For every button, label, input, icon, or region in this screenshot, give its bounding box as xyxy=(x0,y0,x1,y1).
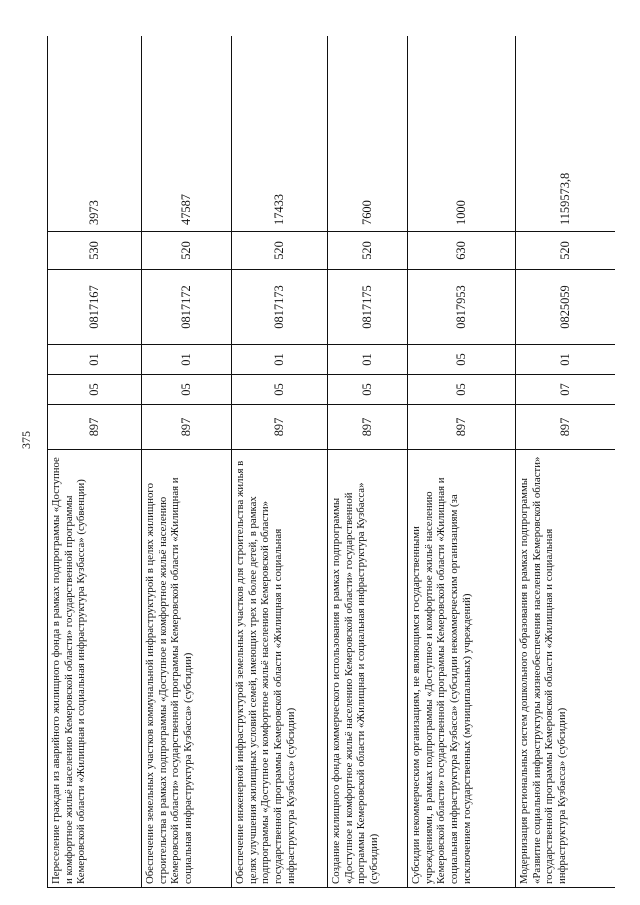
row-description: Модернизация региональных систем дошкольного образования в рамках подпрограммы «Развитие социальной инфраструктуры жизнеобеспечения населения Кемеровской области» государственной программы Кемеровской области «Жилищная и социальная инфраструктура Кузбасса» (субсидии) xyxy=(516,450,616,888)
ministry-code: 897 xyxy=(328,405,408,450)
target-article-code: 0817953 xyxy=(408,270,516,345)
table-row xyxy=(48,36,142,888)
subsection-code: 01 xyxy=(516,345,616,375)
row-description: Субсидии некоммерческим организациям, не являющимся государственными учреждениями, в рамках подпрограммы «Доступное и комфортное жильё населению Кемеровской области» государственной программы Кемеровской области «Жилищная и социальная инфраструктура Кузбасса» (субсидии некоммерческим организациям (за исключением государственных (муниципальных) учреждений) xyxy=(408,450,516,888)
section-code: 05 xyxy=(328,375,408,405)
subsection-code: 01 xyxy=(328,345,408,375)
amount-value: 1000 xyxy=(408,36,516,232)
section-code: 05 xyxy=(142,375,232,405)
target-article-code: 0825059 xyxy=(516,270,616,345)
section-code: 05 xyxy=(232,375,328,405)
table-row xyxy=(408,36,516,888)
table-row xyxy=(516,36,616,888)
amount-value: 17433 xyxy=(232,36,328,232)
expense-type-code: 520 xyxy=(328,232,408,270)
subsection-code: 01 xyxy=(48,345,142,375)
table-row xyxy=(328,36,408,888)
amount-value: 47587 xyxy=(142,36,232,232)
target-article-code: 0817167 xyxy=(48,270,142,345)
section-code: 07 xyxy=(516,375,616,405)
expense-type-code: 520 xyxy=(142,232,232,270)
page-number: 375 xyxy=(18,431,33,449)
amount-value: 3973 xyxy=(48,36,142,232)
budget-table-region xyxy=(47,36,615,888)
ministry-code: 897 xyxy=(232,405,328,450)
row-description: Обеспечение земельных участков коммунальной инфраструктурой в целях жилищного строительства в рамках подпрограммы «Доступное и комфортное жильё населению Кемеровской области» государственной программы Кемеровской области «Жилищная и социальная инфраструктура Кузбасса» (субсидии) xyxy=(142,450,232,888)
table-row xyxy=(142,36,232,888)
target-article-code: 0817175 xyxy=(328,270,408,345)
ministry-code: 897 xyxy=(142,405,232,450)
row-description: Переселение граждан из аварийного жилищного фонда в рамках подпрограммы «Доступное и комфортное жильё населению Кемеровской области» государственной программы Кемеровской области «Жилищная и социальная инфраструктура Кузбасса» (субвенции) xyxy=(48,450,142,888)
subsection-code: 05 xyxy=(408,345,516,375)
amount-value: 1159573,8 xyxy=(516,36,616,232)
expense-type-code: 530 xyxy=(48,232,142,270)
expense-type-code: 520 xyxy=(232,232,328,270)
row-description: Обеспечение инженерной инфраструктурой земельных участков для строительства жилья в целях улучшения жилищных условий семей, имеющих трех и более детей, в рамках подпрограммы «Доступное и комфортное жильё населению Кемеровской области» государственной программы Кемеровской области «Жилищная и социальная инфраструктура Кузбасса» (субсидии) xyxy=(232,450,328,888)
expense-type-code: 520 xyxy=(516,232,616,270)
ministry-code: 897 xyxy=(516,405,616,450)
expense-type-code: 630 xyxy=(408,232,516,270)
ministry-code: 897 xyxy=(408,405,516,450)
table-row xyxy=(232,36,328,888)
row-description: Создание жилищного фонда коммерческого использования в рамках подпрограммы «Доступное и комфортное жильё населению Кемеровской области» государственной программы Кемеровской области «Жилищная и социальная инфраструктура Кузбасса» (субсидии) xyxy=(328,450,408,888)
subsection-code: 01 xyxy=(232,345,328,375)
subsection-code: 01 xyxy=(142,345,232,375)
section-code: 05 xyxy=(48,375,142,405)
target-article-code: 0817172 xyxy=(142,270,232,345)
budget-table xyxy=(47,36,615,888)
target-article-code: 0817173 xyxy=(232,270,328,345)
amount-value: 7600 xyxy=(328,36,408,232)
ministry-code: 897 xyxy=(48,405,142,450)
section-code: 05 xyxy=(408,375,516,405)
